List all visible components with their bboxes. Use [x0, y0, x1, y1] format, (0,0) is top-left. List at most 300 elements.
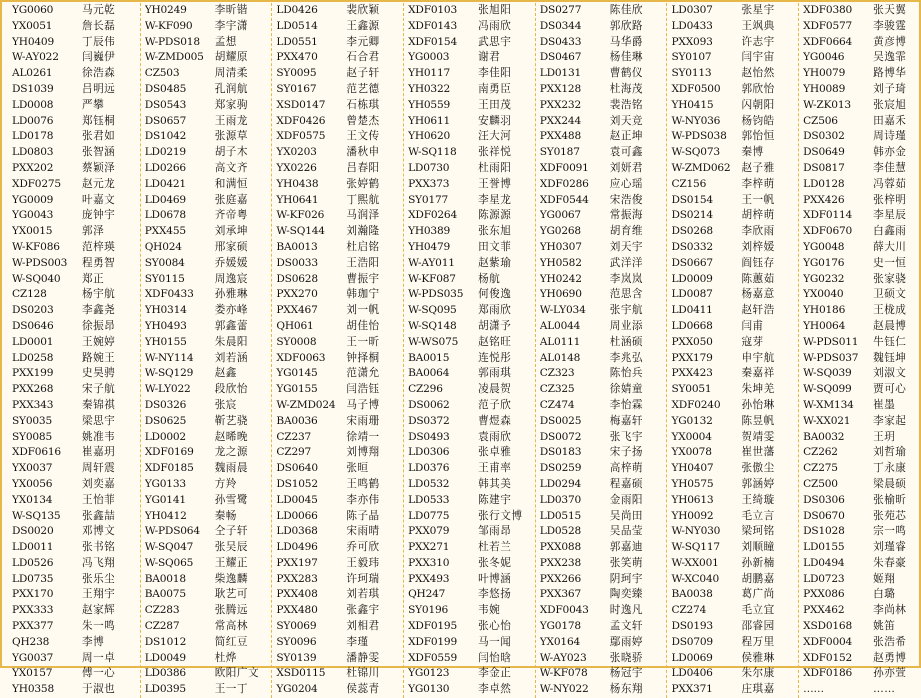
id-code: DS0628	[276, 272, 318, 285]
id-code: XDF0380	[803, 4, 853, 16]
person-name: 马元乾	[82, 4, 116, 16]
list-item	[12, 224, 140, 240]
person-name: 史昊骋	[82, 367, 116, 380]
id-code: LD0496	[276, 541, 318, 554]
id-code: YG0133	[144, 477, 186, 490]
id-code: DS0646	[12, 319, 54, 332]
person-name: 侯蕊青	[346, 683, 380, 696]
id-code: YH0641	[276, 193, 319, 206]
id-code: YG0178	[539, 620, 581, 633]
list-item	[276, 366, 403, 382]
id-code: W-SQ040	[12, 272, 61, 285]
id-code: XDF0433	[144, 288, 194, 301]
id-code: W-KF090	[144, 19, 193, 32]
list-item	[671, 635, 798, 651]
person-name: 王文传	[346, 130, 380, 143]
id-code: W-XX021	[803, 414, 851, 427]
id-code: YG0046	[803, 51, 845, 64]
id-code: DS0670	[803, 509, 845, 522]
id-code: YH0415	[671, 98, 714, 111]
id-code: PXX333	[12, 604, 54, 617]
person-name: 张晓骄	[609, 651, 644, 664]
id-code: LD0803	[12, 146, 54, 159]
person-name: 刘瀚隆	[346, 225, 380, 238]
id-code: XDF0670	[803, 225, 853, 238]
person-name: 许珂瑞	[346, 572, 380, 585]
person-name: 李佳慧	[873, 161, 907, 174]
list-item	[803, 129, 921, 145]
person-name: 杨钧皓	[741, 114, 775, 127]
id-code: XDF0500	[671, 82, 721, 95]
id-code: W-KF026	[276, 209, 325, 222]
id-code: LD0551	[276, 35, 318, 48]
person-name: 刘博翔	[346, 446, 380, 459]
list-item	[408, 666, 535, 682]
id-code: W-SQ144	[276, 225, 325, 238]
person-name: 安麟羽	[478, 114, 512, 127]
id-code: LD0258	[12, 351, 54, 364]
person-name: 王婉婷	[82, 335, 116, 348]
list-item	[803, 319, 921, 335]
person-name: 汪大河	[478, 130, 512, 143]
list-item	[803, 524, 921, 540]
person-name: 王耀正	[214, 556, 248, 569]
list-item	[671, 540, 798, 556]
person-name: 常振海	[609, 209, 644, 222]
list-item	[12, 682, 140, 698]
id-code: SY0035	[12, 414, 53, 427]
list-item	[671, 414, 798, 430]
list-item	[540, 272, 667, 288]
person-name: 赵晨博	[873, 319, 907, 332]
id-code: QH024	[144, 240, 182, 253]
id-code: PXX455	[144, 225, 186, 238]
person-name: 程勇智	[82, 256, 116, 269]
id-code: PXX488	[539, 130, 581, 143]
list-item	[408, 445, 535, 461]
id-code: LD0087	[671, 288, 713, 301]
list-item	[671, 651, 798, 667]
person-name: 李卓然	[478, 683, 512, 696]
id-code: XDF0426	[276, 114, 326, 127]
id-code: CZ500	[803, 477, 838, 490]
id-code: W-ZMD024	[276, 398, 336, 411]
list-item	[145, 224, 272, 240]
id-code: AL0111	[539, 335, 581, 348]
person-name: 闫宇宙	[741, 51, 775, 64]
id-code: LD0069	[671, 651, 713, 664]
id-code: BA0038	[671, 588, 713, 601]
person-name: 杜锦川	[346, 667, 380, 680]
person-name: 刘相君	[346, 620, 380, 633]
id-code: W-XC040	[671, 572, 720, 585]
person-name: 侯雅琳	[741, 651, 775, 664]
person-name: 傅一心	[82, 667, 116, 680]
person-name: 严攀	[82, 98, 105, 111]
list-item	[145, 540, 272, 556]
list-item	[12, 366, 140, 382]
person-name: 蔡颖泽	[82, 161, 116, 174]
id-code: DS0025	[539, 414, 582, 427]
list-item	[145, 129, 272, 145]
id-code: LD0433	[671, 19, 713, 32]
person-name: 张君如	[82, 130, 116, 143]
person-name: 赵元龙	[82, 177, 116, 190]
person-name: 于淑也	[82, 683, 116, 696]
person-name: 李鑫尧	[82, 304, 116, 317]
id-code: SY0107	[671, 51, 712, 64]
person-name: 武洋洋	[609, 256, 644, 269]
person-name: 刘瑾睿	[873, 541, 907, 554]
id-code: LD0266	[144, 161, 186, 174]
name-column	[140, 3, 272, 698]
id-code: DS0259	[539, 462, 582, 475]
id-code: DS0433	[539, 35, 582, 48]
person-name: 丁辰伟	[82, 35, 116, 48]
list-item	[803, 382, 921, 398]
person-name: 张婷鹤	[346, 177, 380, 190]
list-item	[803, 98, 921, 114]
list-item	[276, 19, 403, 35]
id-code: XDF0275	[12, 177, 61, 190]
list-item	[145, 208, 272, 224]
id-code: CZ503	[144, 67, 180, 80]
person-name: 李瑾	[346, 635, 369, 648]
person-name: 刘顺瞳	[741, 541, 775, 554]
id-code: LD0376	[408, 462, 450, 475]
person-name: 赵轩浩	[741, 304, 775, 317]
list-item	[803, 335, 921, 351]
id-code: PXX408	[276, 588, 318, 601]
person-name: 李佳阳	[478, 67, 512, 80]
id-code: SY0051	[671, 383, 712, 396]
person-name: 秦博	[741, 146, 764, 159]
list-item	[540, 382, 667, 398]
person-name: 姬翔	[873, 572, 896, 585]
list-item	[671, 66, 798, 82]
list-item	[803, 256, 921, 272]
list-item	[671, 509, 798, 525]
list-item	[12, 129, 140, 145]
person-name: 刘奕嘉	[82, 477, 116, 490]
list-item	[540, 287, 667, 303]
person-name: 曹振宇	[346, 272, 380, 285]
list-item	[276, 82, 403, 98]
person-name: 张心怡	[478, 620, 512, 633]
id-code: YH0582	[539, 256, 582, 269]
list-item	[540, 493, 667, 509]
list-item	[276, 161, 403, 177]
person-name: 乔媛媛	[214, 256, 248, 269]
list-item	[276, 461, 403, 477]
id-code: PXX423	[671, 367, 713, 380]
id-code: YG0141	[144, 493, 186, 506]
person-name: 宋子航	[82, 383, 116, 396]
id-code: YG0176	[803, 256, 845, 269]
person-name: 陈建宇	[478, 493, 512, 506]
id-code: W-PDS011	[803, 335, 859, 348]
id-code: PXX367	[539, 588, 581, 601]
id-code: YG0232	[803, 272, 845, 285]
person-name: 张星宇	[741, 4, 775, 16]
person-name: 刘若琪	[346, 588, 380, 601]
list-item	[145, 35, 272, 51]
list-item	[803, 177, 921, 193]
person-name: 白璐	[873, 588, 896, 601]
id-code: YH0620	[408, 130, 451, 143]
person-name: 李金正	[478, 667, 512, 680]
list-item	[540, 50, 667, 66]
person-name: 马子博	[346, 398, 380, 411]
id-code: W-SQ065	[144, 556, 194, 569]
id-code: YG0130	[408, 683, 450, 696]
id-code: DS1052	[276, 477, 318, 490]
id-code: W-NY114	[144, 351, 194, 364]
list-item	[145, 556, 272, 572]
list-item	[12, 477, 140, 493]
id-code: LD0128	[803, 177, 845, 190]
person-name: 王雨龙	[214, 114, 248, 127]
list-item	[671, 366, 798, 382]
list-item	[276, 619, 403, 635]
list-item	[145, 524, 272, 540]
id-code: DS0332	[671, 240, 713, 253]
person-name: 陈源源	[478, 209, 512, 222]
list-item	[540, 587, 667, 603]
person-name: 赵家辉	[82, 604, 116, 617]
person-name: 邵睿园	[741, 620, 775, 633]
person-name: 梁珂铭	[741, 525, 775, 538]
person-name: 赵鑫	[214, 367, 237, 380]
id-code: PXX266	[539, 572, 581, 585]
id-code: YH0322	[408, 82, 451, 95]
id-code: XDF0240	[671, 398, 721, 411]
person-name: 叶嘉文	[82, 193, 116, 206]
person-name: 闫浩钰	[346, 383, 380, 396]
id-code: LD0045	[276, 493, 318, 506]
id-code: LD0386	[144, 667, 186, 680]
list-item	[12, 19, 140, 35]
id-code: CZ325	[539, 383, 575, 396]
person-name: 赵铭旺	[478, 335, 512, 348]
id-code: XDF0195	[408, 620, 458, 633]
list-item	[276, 430, 403, 446]
id-code: W-ZMD005	[144, 51, 204, 64]
list-item	[540, 398, 667, 414]
list-item	[276, 114, 403, 130]
id-code: LD0370	[539, 493, 582, 506]
person-name: 赵勇博	[873, 651, 907, 664]
id-code: W-SQ039	[803, 367, 852, 380]
list-item	[276, 240, 403, 256]
person-name: 范艺德	[346, 82, 380, 95]
person-name: 吴品莹	[609, 525, 644, 538]
id-code: YH0358	[12, 683, 54, 696]
list-item	[12, 240, 140, 256]
id-code: DS0543	[144, 98, 187, 111]
id-code: YH0479	[408, 240, 451, 253]
id-code: PXX244	[539, 114, 581, 127]
list-item	[12, 398, 140, 414]
person-name: 牛钰仁	[873, 335, 907, 348]
person-name: 李博	[82, 635, 105, 648]
list-item	[540, 666, 667, 682]
list-item	[540, 3, 667, 19]
person-name: 寇芽	[741, 335, 764, 348]
id-code: LD0001	[12, 335, 54, 348]
person-name: 邓博文	[82, 525, 116, 538]
list-item	[408, 287, 535, 303]
person-name: 孙亦萱	[873, 667, 907, 680]
person-name: 薛大川	[873, 240, 907, 253]
id-code: W-AY022	[12, 51, 59, 64]
id-code: CZ287	[144, 620, 180, 633]
person-name: 闫甫	[741, 319, 764, 332]
person-name: 宋子扬	[609, 446, 644, 459]
id-code: DS0203	[12, 304, 54, 317]
list-item	[276, 303, 403, 319]
person-name: 齐帝粤	[214, 209, 248, 222]
person-name: 曹鹤仪	[609, 67, 644, 80]
list-item	[12, 414, 140, 430]
person-name: 陈怡兵	[609, 367, 644, 380]
person-name: 范潇允	[346, 367, 380, 380]
person-name: 裴欣颖	[346, 4, 380, 16]
list-item	[540, 177, 667, 193]
id-code: W-AY011	[408, 256, 455, 269]
id-code: XSD0147	[276, 98, 326, 111]
id-code: W-NY030	[671, 525, 721, 538]
list-item	[408, 50, 535, 66]
list-item	[12, 208, 140, 224]
list-item	[408, 619, 535, 635]
list-item	[408, 303, 535, 319]
person-name: 葛广尚	[741, 588, 775, 601]
id-code: SY0196	[408, 604, 449, 617]
list-item	[276, 145, 403, 161]
person-name: 胡耀原	[214, 51, 248, 64]
person-name: 段欣怡	[214, 383, 248, 396]
list-item	[276, 287, 403, 303]
id-code: LD0406	[671, 667, 713, 680]
list-item	[12, 114, 140, 130]
list-item	[12, 351, 140, 367]
list-item	[540, 430, 667, 446]
list-item	[12, 556, 140, 572]
person-name: 赵怡然	[741, 67, 775, 80]
list-item	[540, 35, 667, 51]
person-name: 吕明远	[82, 82, 116, 95]
list-item	[145, 66, 272, 82]
person-name: 张笑萌	[609, 556, 644, 569]
id-code: YX0203	[276, 146, 317, 159]
id-code: CZ237	[276, 430, 312, 443]
list-item	[540, 509, 667, 525]
id-code: LD0730	[408, 161, 450, 174]
person-name: 和满恒	[214, 177, 248, 190]
list-item	[671, 35, 798, 51]
id-code: LD0515	[539, 509, 582, 522]
id-code: PXX268	[12, 383, 54, 396]
list-item	[408, 224, 535, 240]
list-item	[276, 651, 403, 667]
list-item	[408, 129, 535, 145]
list-item	[540, 161, 667, 177]
person-name: 孔润航	[214, 82, 248, 95]
id-code: SY0096	[276, 635, 317, 648]
person-name: 周业添	[609, 319, 644, 332]
id-code: DS0326	[144, 398, 187, 411]
id-code: LD0219	[144, 146, 186, 159]
id-code: XDF0091	[539, 161, 589, 174]
person-name: 郭鑫蕾	[214, 319, 248, 332]
list-item	[671, 572, 798, 588]
id-code: LD0528	[539, 525, 582, 538]
list-item	[803, 161, 921, 177]
list-item	[276, 129, 403, 145]
id-code: LD0526	[12, 556, 54, 569]
list-item	[803, 619, 921, 635]
id-code: XDF0544	[539, 193, 589, 206]
list-item	[145, 272, 272, 288]
list-item	[276, 66, 403, 82]
id-code: DS0033	[276, 256, 318, 269]
person-name: 梁思宇	[82, 414, 116, 427]
person-name: 闫怡晗	[478, 651, 512, 664]
person-name: 靳艺骁	[214, 414, 248, 427]
person-name: 常高林	[214, 620, 248, 633]
id-code: CZ297	[276, 446, 312, 459]
person-name: 石合君	[346, 51, 380, 64]
id-code: PXX467	[276, 304, 318, 317]
id-code: YH0409	[12, 35, 54, 48]
person-name: 王翔宇	[82, 588, 116, 601]
id-code: PXX480	[276, 604, 318, 617]
person-name: 张鑫喆	[82, 509, 116, 522]
list-item	[671, 129, 798, 145]
list-item	[145, 398, 272, 414]
list-item	[540, 351, 667, 367]
id-code: YX0004	[671, 430, 712, 443]
id-code: W-PDS035	[408, 288, 464, 301]
id-code: XDF0186	[803, 667, 853, 680]
person-name: 王鑫源	[346, 19, 380, 32]
id-code: PXX093	[671, 35, 713, 48]
list-item	[671, 161, 798, 177]
list-item	[540, 619, 667, 635]
list-item	[671, 524, 798, 540]
id-code: YX0226	[276, 161, 317, 174]
person-name: 刘承坤	[214, 225, 248, 238]
person-name: 时逸凡	[609, 604, 644, 617]
list-item	[276, 556, 403, 572]
id-code: PXX050	[671, 335, 713, 348]
list-item	[12, 572, 140, 588]
person-name: 郭涵婷	[741, 477, 775, 490]
list-item	[276, 398, 403, 414]
id-code: BA0013	[276, 240, 318, 253]
list-item	[803, 19, 921, 35]
list-item	[671, 319, 798, 335]
list-item	[12, 635, 140, 651]
person-name: 阴珂宇	[609, 572, 644, 585]
list-item	[276, 98, 403, 114]
person-name: 张祥悦	[478, 146, 512, 159]
person-name: 何俊逸	[478, 288, 512, 301]
id-code: W-SQ095	[408, 304, 457, 317]
person-name: 张鑫宇	[346, 604, 380, 617]
id-code: DS0062	[408, 398, 450, 411]
